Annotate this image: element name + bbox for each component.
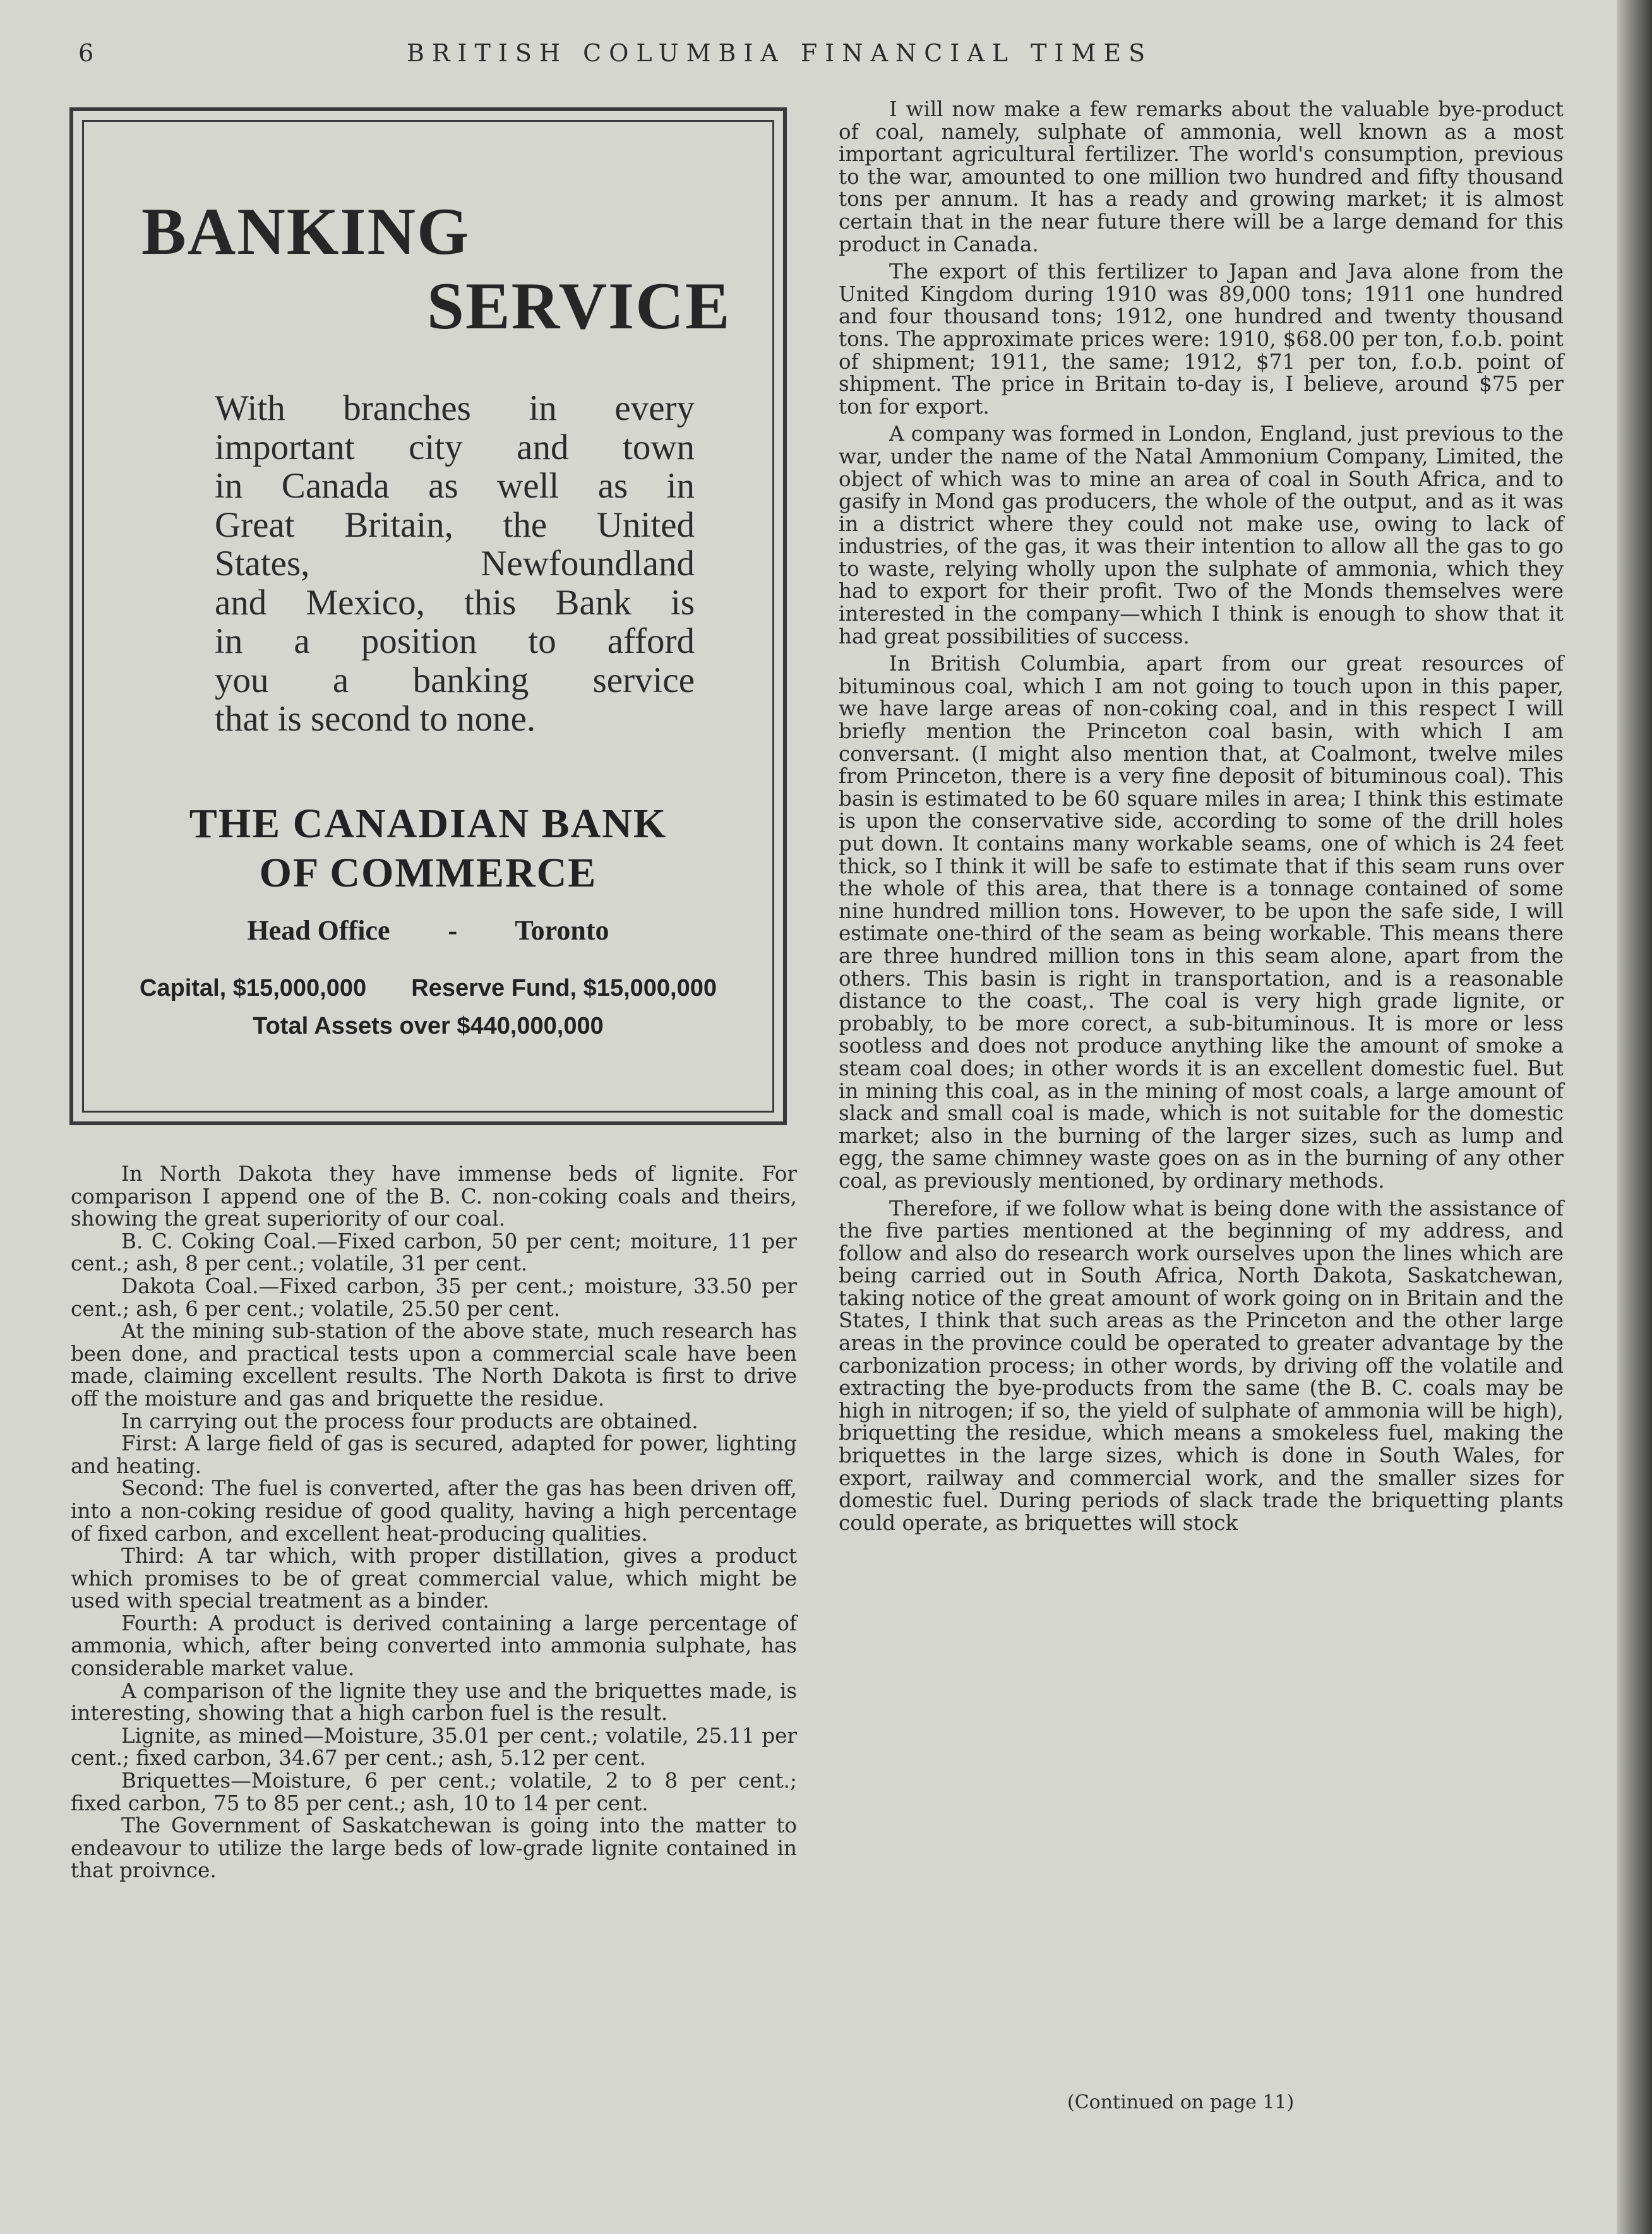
article-paragraph: Fourth: A product is derived containing a large percentage of ammonia, which, after being converted into ammonia sulphate, has considerable market value. <box>71 1611 797 1681</box>
article-paragraph: Briquettes—Moisture, 6 per cent.; volatile, 2 to 8 per cent.; fixed carbon, 75 to 85 per cent.; ash, 10 to 14 per cent. <box>71 1769 797 1815</box>
continued-note: (Continued on page 11) <box>1067 2091 1295 2113</box>
article-paragraph: At the mining sub-station of the above state, much research has been done, and practical tests upon a commercial scale have been made, claiming excellent results. The North Dakota is first to drive off the moisture and gas and briquette the residue. <box>71 1319 797 1411</box>
article-paragraph: First: A large field of gas is secured, adapted for power, lighting and heating. <box>71 1431 797 1478</box>
article-paragraph: A comparison of the lignite they use and the briquettes made, is interesting, showing that a high carbon fuel is the result. <box>71 1678 797 1726</box>
right-article-column <box>839 99 1564 1534</box>
article-paragraph: In North Dakota they have immense beds of lignite. For comparison I append one of the B. C. non-coking coals and theirs, showing the great superiority of our coal. <box>71 1162 797 1231</box>
article-paragraph: The Government of Saskatchewan is going into the matter to endeavour to utilize the large beds of low-grade lignite contained in that proivnce. <box>71 1813 797 1883</box>
ad-body-text <box>215 389 695 739</box>
article-paragraph: Dakota Coal.—Fixed carbon, 35 per cent.; moisture, 33.50 per cent.; ash, 6 per cent.; volatile, 25.50 per cent. <box>71 1274 797 1321</box>
head-office-separator: - <box>448 915 458 946</box>
bank-name <box>73 799 783 898</box>
ad-body-line: you a banking service <box>215 660 695 700</box>
article-paragraph: Second: The fuel is converted, after the gas has been driven off, into a non-coking residue of good quality, having a high percentage of fixed carbon, and excellent heat-producing qualities. <box>71 1476 797 1546</box>
article-paragraph: I will now make a few remarks about the valuable bye-product of coal, namely, sulphate of ammonia, well known as a most important agricultural fertilizer. The world's consumption, previous to the war, amounted to one million two hundred and fifty thousand tons per annum. It has a ready and growing market; it is almost certain that in the near future there will be a large demand for this product in Canada. <box>839 97 1564 256</box>
ad-heading-service: SERVICE <box>427 269 731 343</box>
ad-body-line: States, Newfoundland <box>215 544 695 583</box>
bank-advertisement <box>69 107 787 1125</box>
journal-title: BRITISH COLUMBIA FINANCIAL TIMES <box>407 39 1153 67</box>
article-paragraph: A company was formed in London, England, just previous to the war, under the name of the Natal Ammonium Company, Limited, the object of which was to mine an area of coal in South Africa, and to gasify in Mond gas producers, the whole of the output, and as it was in a district where they could not make use, owing to lack of industries, of the gas, it was their intention to allow all the gas to go to waste, relying wholly upon the sulphate of ammonia, which they had to export for their profit. Two of the Monds themselves were interested in the company—which I think is enough to show that it had great possibilities of success. <box>839 422 1564 648</box>
ad-body-line: in a position to afford <box>215 621 695 661</box>
article-paragraph: B. C. Coking Coal.—Fixed carbon, 50 per cent; moiture, 11 per cent.; ash, 8 per cent.; volatile, 31 per cent. <box>71 1229 797 1276</box>
binding-spine <box>1617 0 1652 2234</box>
article-paragraph: In carrying out the process four products are obtained. <box>121 1409 698 1433</box>
article-paragraph: Lignite, as mined—Moisture, 35.01 per cent.; volatile, 25.11 per cent.; fixed carbon, 34.67 per cent.; ash, 5.12 per cent. <box>71 1723 797 1771</box>
reserve-fund-amount: Reserve Fund, $15,000,000 <box>411 975 717 1001</box>
ad-body-line: and Mexico, this Bank is <box>215 582 695 623</box>
head-office-city: Toronto <box>515 915 609 946</box>
left-article-column <box>71 1163 797 1882</box>
article-paragraph: The export of this fertilizer to Japan and Java alone from the United Kingdom during 1910 was 89,000 tons; 1911 one hundred and four thousand tons; 1912, one hundred and twenty thousand tons. The approximate prices were: 1910, $68.00 per ton, f.o.b. point of shipment; 1911, the same; 1912, $71 per ton, f.o.b. point of shipment. The price in Britain to-day is, I believe, around $75 per ton for export. <box>839 260 1564 419</box>
capital-line <box>73 975 783 1002</box>
head-office-label: Head Office <box>247 915 390 946</box>
ad-body-line: in Canada as well as in <box>215 466 695 506</box>
bank-name-line: THE CANADIAN BANK <box>189 801 667 847</box>
page-number: 6 <box>78 39 95 67</box>
bank-name-line: OF COMMERCE <box>259 850 597 896</box>
page-header <box>78 39 1588 77</box>
head-office-line <box>73 914 783 947</box>
ad-body-line: Great Britain, the United <box>215 505 695 545</box>
capital-amount: Capital, $15,000,000 <box>139 975 367 1001</box>
total-assets: Total Assets over $440,000,000 <box>253 1013 604 1039</box>
ad-body-line: that is second to none. <box>215 699 536 739</box>
article-paragraph: Third: A tar which, with proper distillation, gives a product which promises to be of great commercial value, which might be used with special treatment as a binder. <box>71 1544 797 1613</box>
ad-body-line: With branches in every <box>215 388 695 428</box>
ad-body-line: important city and town <box>215 427 695 467</box>
ad-heading-banking: BANKING <box>141 194 470 268</box>
article-paragraph: In British Columbia, apart from our great resources of bituminous coal, which I am not going to touch upon in this paper, we have large areas of non-coking coal, and in this respect I will briefly mention the Princeton coal basin, with which I am conversant. (I might also mention that, at Coalmont, twelve miles from Princeton, there is a very fine deposit of bituminous coal). This basin is estimated to be 60 square miles in area; I think this estimate is upon the conservative side, according to some of the drill holes put down. It contains many workable seams, one of which is 24 feet thick, so I think it will be safe to estimate that if this seam runs over the whole of this area, that there is a tonnage contained of some nine hundred million tons. However, to be upon the safe side, I will estimate one-third of the seam as being workable. This means there are three hundred million tons in this seam alone, apart from the others. This basin is right in transportation, and is a reasonable distance to the coast,. The coal is very high grade lignite, or probably, to be more corect, a sub-bituminous. It is more or less sootless and does not produce anything like the amount of smoke a steam coal does; in other words it is an excellent domestic fuel. But in mining this coal, as in the mining of most coals, a large amount of slack and small coal is made, which is not suitable for the domestic market; also in the burning of the larger sizes, such as lump and egg, the same chimney waste goes on as in the burning of any other coal, as previously mentioned, by ordinary methods. <box>839 652 1564 1193</box>
article-paragraph: Therefore, if we follow what is being done with the assistance of the five parties mentioned at the beginning of my address, and follow and also do research work ourselves upon the lines which are being carried out in South Africa, North Dakota, Saskatchewan, taking notice of the great amount of work going on in Britain and the States, I think that such areas as the Princeton and the other large areas in the province could be operated to greater advantage by the carbonization process; in other words, by driving off the volatile and extracting the bye-products from the same (the B. C. coals may be high in nitrogen; if so, the yield of sulphate of ammonia will be high), briquetting the residue, which means a smokeless fuel, making the briquettes in the large sizes, which is done in South Wales, for export, railway and commercial work, and the smaller sizes for domestic fuel. During periods of slack trade the briquetting plants could operate, as briquettes will stock <box>839 1196 1564 1535</box>
